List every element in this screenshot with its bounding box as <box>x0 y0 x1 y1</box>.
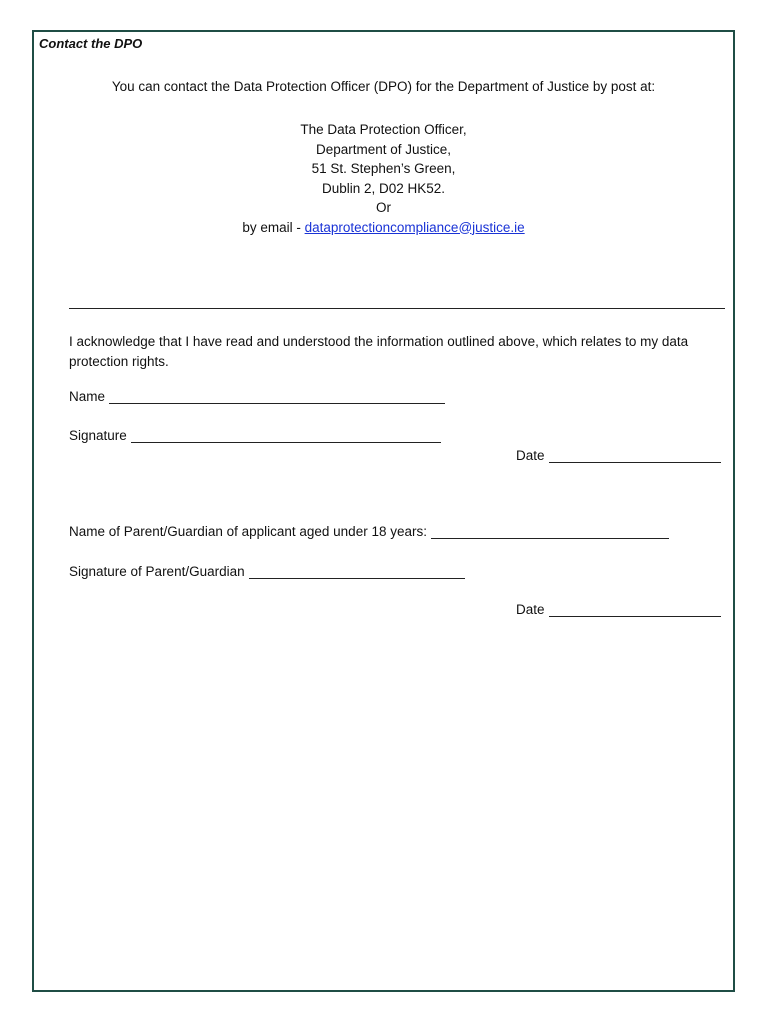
postal-address <box>34 120 733 237</box>
address-line-1: The Data Protection Officer, <box>300 122 467 137</box>
date-input-line[interactable] <box>549 448 721 463</box>
guardian-date-label: Date <box>516 602 545 617</box>
date-field <box>516 448 721 463</box>
guardian-date-field <box>516 602 721 617</box>
guardian-signature-label: Signature of Parent/Guardian <box>69 564 245 579</box>
name-field <box>69 389 445 404</box>
address-line-2: Department of Justice, <box>315 141 452 157</box>
email-link[interactable]: dataprotectioncompliance@justice.ie <box>304 219 525 235</box>
intro-text: You can contact the Data Protection Officer (DPO) for the Department of Justice by post at: <box>111 79 656 94</box>
or-text: Or <box>376 200 391 215</box>
email-line <box>34 218 733 238</box>
guardian-signature-input-line[interactable] <box>249 564 465 579</box>
guardian-name-input-line[interactable] <box>431 524 669 539</box>
name-label: Name <box>69 389 106 404</box>
address-line-4: Dublin 2, D02 HK52. <box>321 180 446 196</box>
email-prefix: by email - <box>242 219 305 235</box>
guardian-name-label: Name of Parent/Guardian of applicant aged under 18 years: <box>69 524 427 539</box>
name-input-line[interactable] <box>109 389 445 404</box>
signature-field <box>69 428 441 443</box>
signature-input-line[interactable] <box>131 428 441 443</box>
section-heading: Contact the DPO <box>39 36 143 51</box>
guardian-signature-field <box>69 564 465 579</box>
address-line-3: 51 St. Stephen’s Green, <box>311 161 456 176</box>
guardian-date-input-line[interactable] <box>549 602 721 617</box>
guardian-name-field <box>69 524 669 539</box>
date-label: Date <box>516 448 545 463</box>
document-frame <box>32 30 735 992</box>
signature-label: Signature <box>69 428 127 443</box>
divider-line <box>69 308 725 309</box>
acknowledgement-text: I acknowledge that I have read and understood the information outlined above, which relates to my data protection rights. <box>69 334 689 369</box>
